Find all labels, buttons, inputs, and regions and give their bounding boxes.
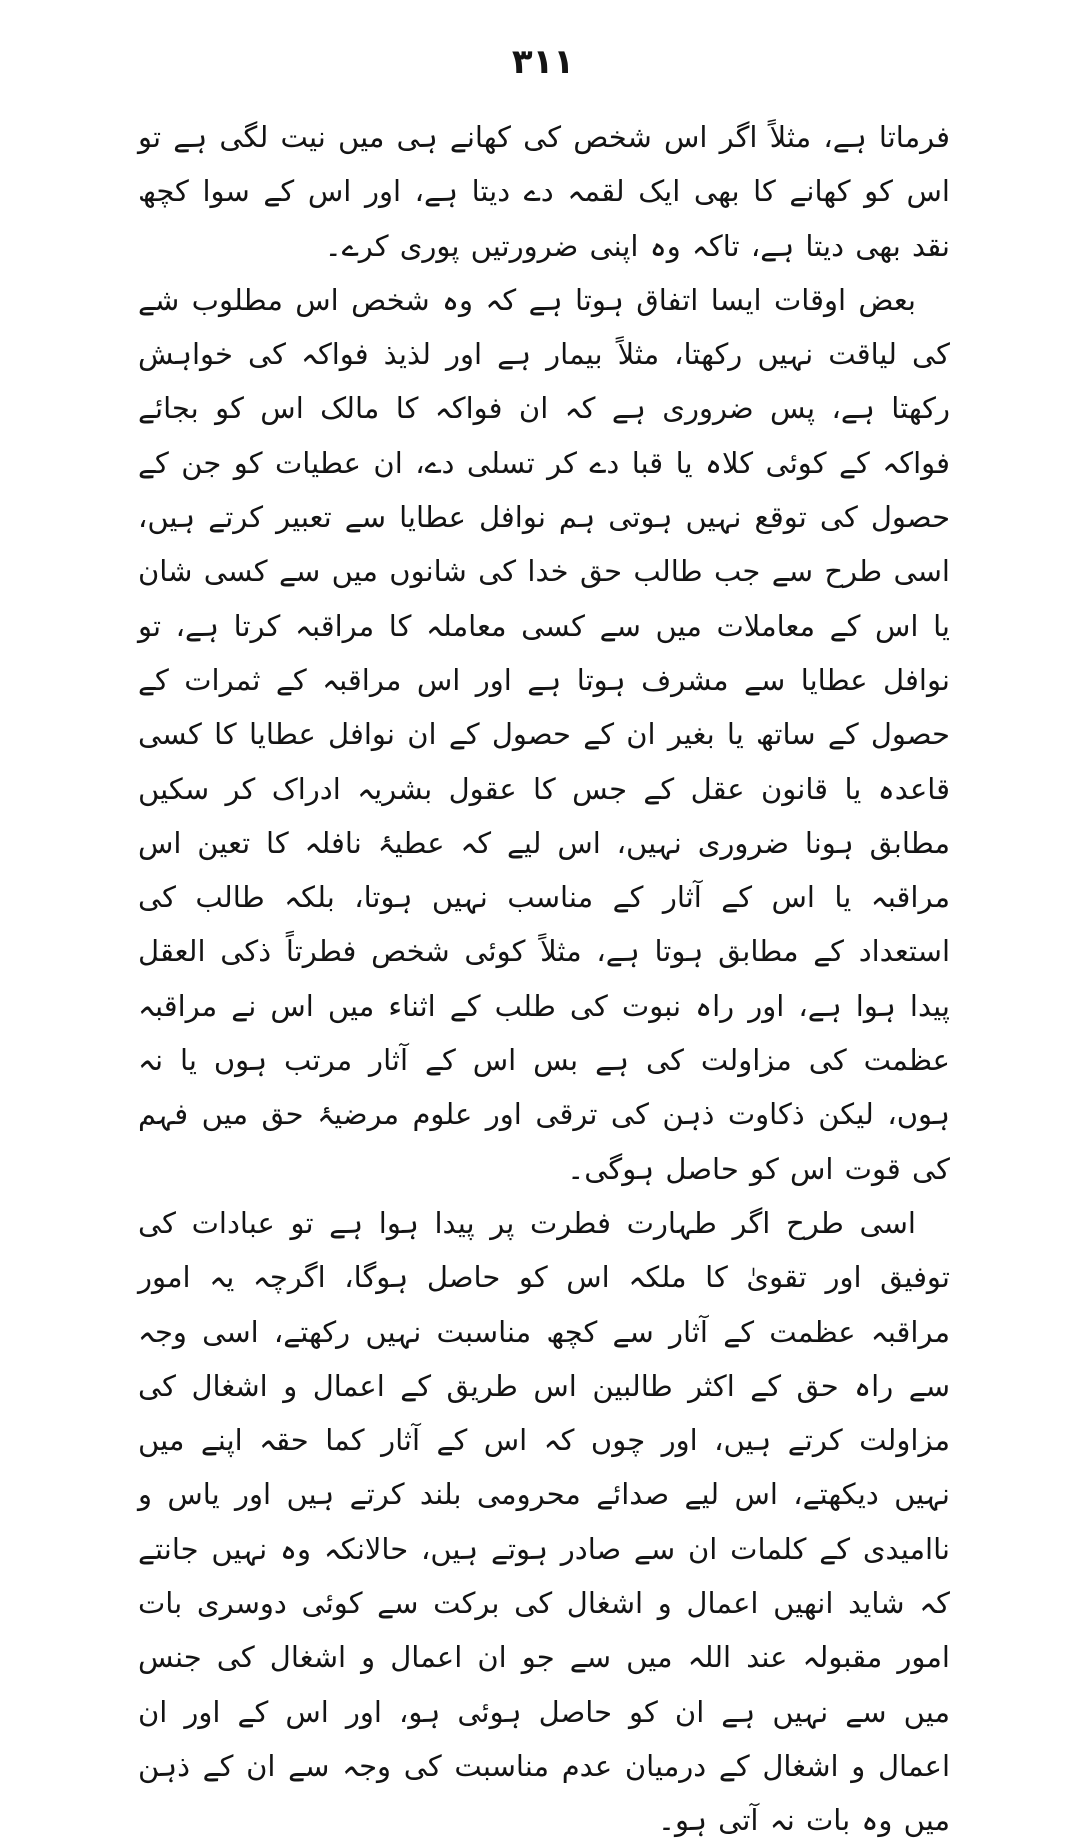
body-text [138, 110, 950, 1848]
paragraph-3: اسی طرح اگر طہارت فطرت پر پیدا ہوا ہے تو عبادات کی توفیق اور تقویٰ کا ملکہ اس کو حاصل ہوگا، اگرچہ یہ امور مراقبہ عظمت کے آثار سے کچھ مناسبت نہیں رکھتے، اسی وجہ سے راہ حق کے اکثر طالبین اس طریق کے اعمال و اشغال کی مزاولت کرتے ہیں، اور چوں کہ اس کے آثار کما حقہ اپنے میں نہیں دیکھتے، اس لیے صدائے محرومی بلند کرتے ہیں اور یاس و ناامیدی کے کلمات ان سے صادر ہوتے ہیں، حالانکہ وہ نہیں جانتے کہ شاید انھیں اعمال و اشغال کی برکت سے کوئی دوسری بات امور مقبولہ عند اللہ میں سے جو ان اعمال و اشغال کی جنس میں سے نہیں ہے ان کو حاصل ہوئی ہو، اور اس کے اور ان اعمال و اشغال کے درمیان عدم مناسبت کی وجہ سے ان کے ذہن میں وہ بات نہ آتی ہو۔ [138, 1205, 950, 1838]
paragraph-1: فرماتا ہے، مثلاً اگر اس شخص کی کھانے ہی میں نیت لگی ہے تو اس کو کھانے کا بھی ایک لقمہ دے دیتا ہے، اور اس کے سوا کچھ نقد بھی دیتا ہے، تاکہ وہ اپنی ضرورتیں پوری کرے۔ [138, 120, 950, 263]
page-number: ۳۱۱ [511, 42, 575, 82]
paragraph-2: بعض اوقات ایسا اتفاق ہوتا ہے کہ وہ شخص اس مطلوب شے کی لیاقت نہیں رکھتا، مثلاً بیمار ہے اور لذیذ فواکہ کی خواہش رکھتا ہے، پس ضروری ہے کہ ان فواکہ کا مالک اس کو بجائے فواکہ کے کوئی کلاہ یا قبا دے کر تسلی دے، ان عطیات کو جن کے حصول کی توقع نہیں ہوتی ہم نوافل عطایا سے تعبیر کرتے ہیں، اسی طرح سے جب طالب حق خدا کی شانوں میں سے کسی شان یا اس کے معاملات میں سے کسی معاملہ کا مراقبہ کرتا ہے، تو نوافل عطایا سے مشرف ہوتا ہے اور اس مراقبہ کے ثمرات کے حصول کے ساتھ یا بغیر ان کے حصول کے ان نوافل عطایا کا کسی قاعدہ یا قانون عقل کے جس کا عقول بشریہ ادراک کر سکیں مطابق ہونا ضروری نہیں، اس لیے کہ عطیۂ نافلہ کا تعین اس مراقبہ یا اس کے آثار کے مناسب نہیں ہوتا، بلکہ طالب کی استعداد کے مطابق ہوتا ہے، مثلاً کوئی شخص فطرتاً ذکی العقل پیدا ہوا ہے، اور راہ نبوت کی طلب کے اثناء میں اس نے مراقبہ عظمت کی مزاولت کی ہے بس اس کے آثار مرتب ہوں یا نہ ہوں، لیکن ذکاوت ذہن کی ترقی اور علوم مرضیۂ حق میں فہم کی قوت اس کو حاصل ہوگی۔ [138, 282, 950, 1186]
